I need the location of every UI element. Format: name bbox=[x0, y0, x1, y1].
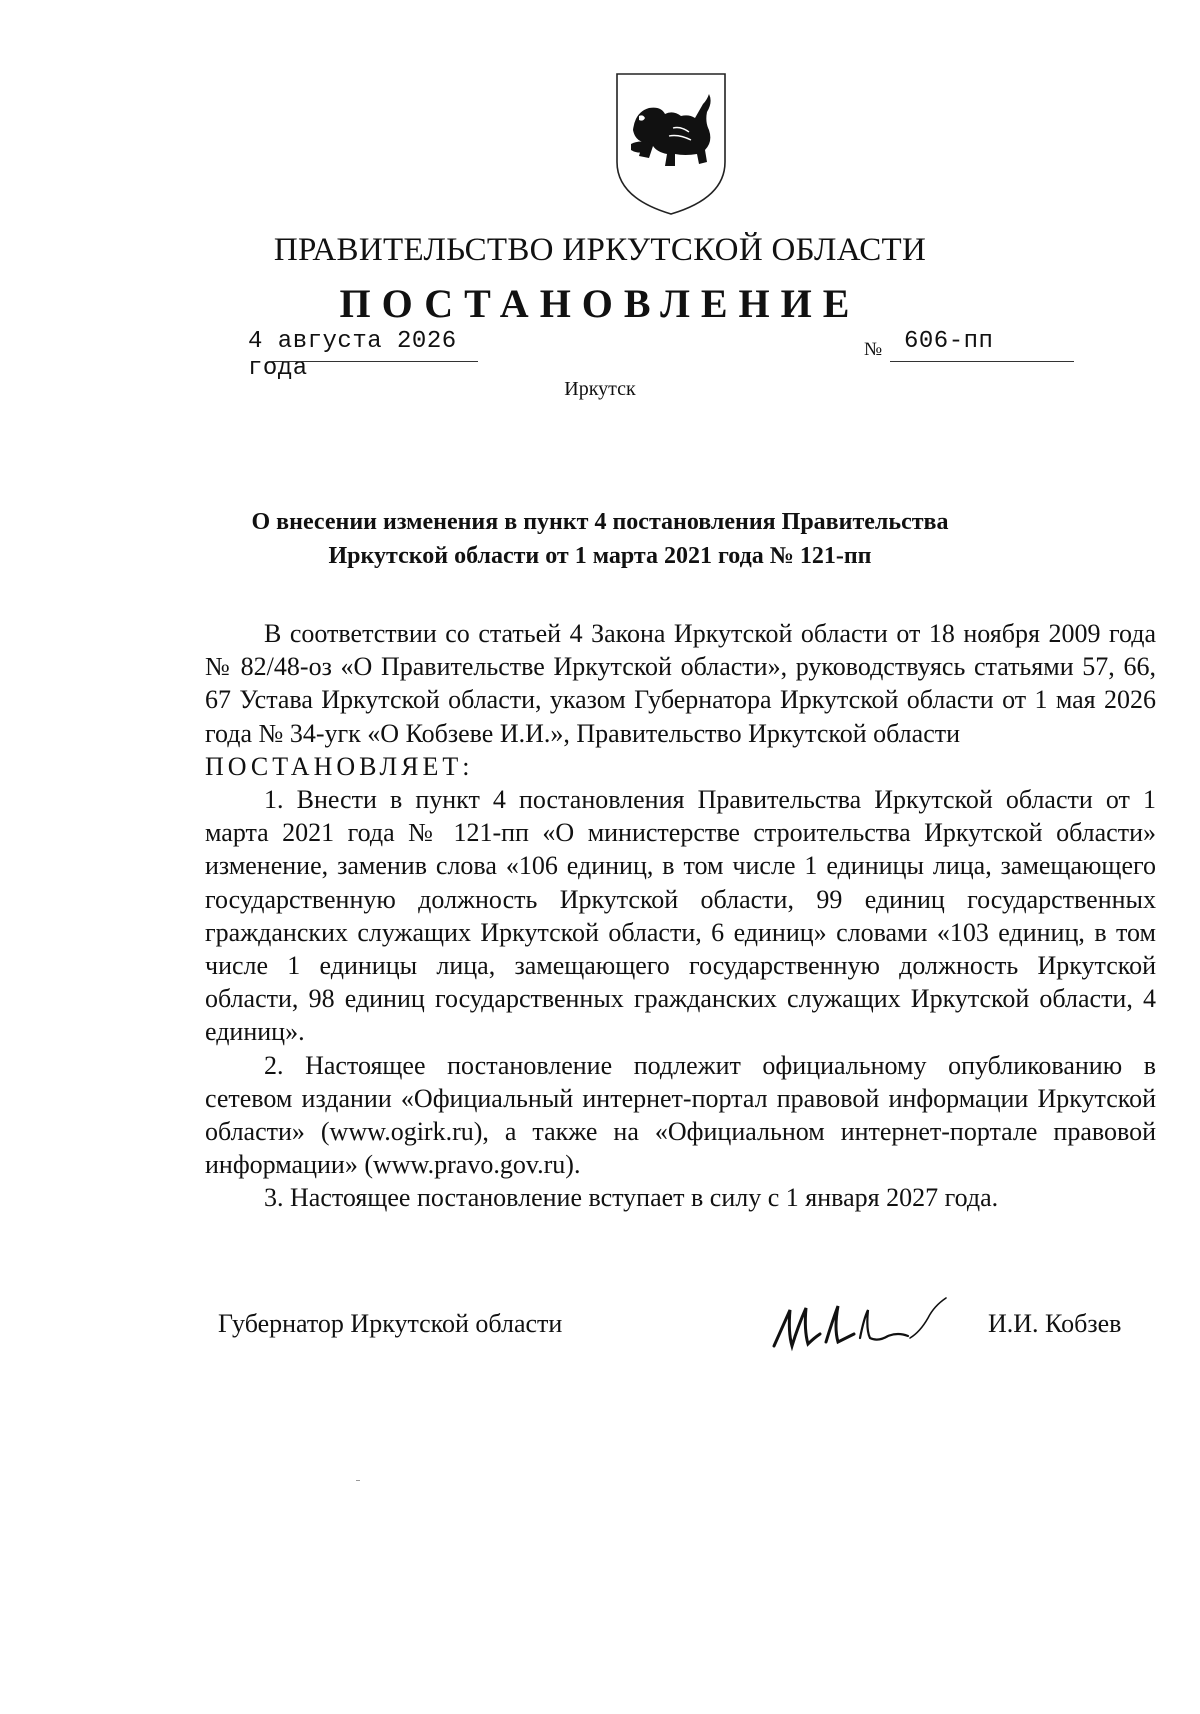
document-date: 4 августа 2026 года bbox=[248, 328, 457, 382]
babr-emblem-icon bbox=[609, 70, 733, 218]
document-body bbox=[205, 617, 1156, 1215]
item-paragraph-2: 2. Настоящее постановление подлежит официальному опубликованию в сетевом издании «Официальный интернет-портал правовой информации Иркутской области» (www.ogirk.ru), а также на «Официальном интернет-портале правовой информации» (www.pravo.gov.ru). bbox=[205, 1050, 1156, 1180]
subject-line-2: Иркутской области от 1 марта 2021 года № 121-пп bbox=[328, 543, 872, 569]
city-name: Иркутск bbox=[564, 378, 636, 400]
item-paragraph-3: 3. Настоящее постановление вступает в силу с 1 января 2027 года. bbox=[264, 1183, 999, 1213]
document-subject bbox=[150, 505, 1050, 573]
signature-icon bbox=[768, 1288, 958, 1356]
handwritten-signature bbox=[768, 1288, 958, 1356]
resolves-heading: ПОСТАНОВЛЯЕТ: bbox=[205, 751, 474, 781]
number-underline bbox=[890, 361, 1074, 362]
preamble-paragraph: В соответствии со статьей 4 Закона Иркутской области от 18 ноября 2009 года № 82/48-оз «О Правительстве Иркутской области», руководствуясь статьями 57, 66, 67 Устава Иркутской области, указом Губернатора Иркутской области от 1 мая 2026 года № 34-угк «О Кобзеве И.И.», Правительство Иркутской области bbox=[205, 619, 1156, 748]
signer-position: Губернатор Иркутской области bbox=[218, 1309, 563, 1338]
number-sign: № bbox=[864, 339, 883, 360]
organization-title: ПРАВИТЕЛЬСТВО ИРКУТСКОЙ ОБЛАСТИ bbox=[273, 232, 927, 268]
coat-of-arms-emblem bbox=[609, 70, 733, 218]
document-type-heading: ПОСТАНОВЛЕНИЕ bbox=[339, 281, 861, 326]
scan-mark bbox=[356, 1480, 360, 1481]
signer-name: И.И. Кобзев bbox=[988, 1309, 1122, 1338]
subject-line-1: О внесении изменения в пункт 4 постановления Правительства bbox=[251, 509, 949, 535]
item-paragraph-1: 1. Внести в пункт 4 постановления Правительства Иркутской области от 1 марта 2021 года № 121-пп «О министерстве строительства Иркутской области» изменение, заменив слова «106 единиц, в том числе 1 единицы лица, замещающего государственную должность Иркутской области, 99 единиц государственных гражданских служащих Иркутской области, 6 единиц» словами «103 единиц, в том числе 1 единицы лица, замещающего государственную должность Иркутской области, 98 единиц государственных гражданских служащих Иркутской области, 4 единиц». bbox=[205, 785, 1156, 1047]
date-underline bbox=[270, 361, 478, 362]
document-number: 606-пп bbox=[904, 328, 994, 355]
